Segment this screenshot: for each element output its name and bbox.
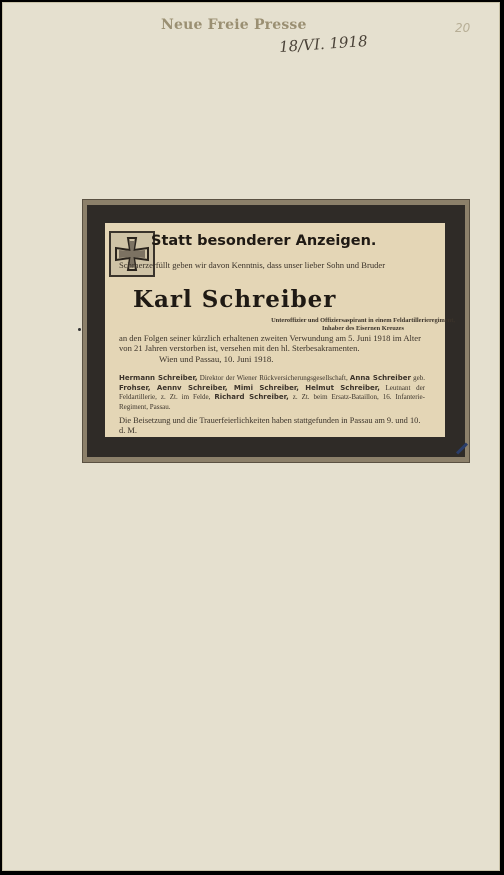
family-name-richard: Richard Schreiber, (214, 393, 289, 402)
handwritten-date: 18/VI. 1918 (278, 31, 369, 57)
family-name-frohser: Frohser, (119, 383, 151, 392)
family-list (119, 374, 425, 412)
death-statement: an den Folgen seiner kürzlich erhaltenen zweiten Verwundung am 5. Juni 1918 im Alter von 21 Jahren verstorben ist, versehen mit den hl. Sterbesakramenten. (119, 333, 421, 354)
rank-line-1: Unteroffizier und Offiziersaspirant in einem Feldartillerieregiment, (271, 317, 455, 324)
family-name-aenny: Aennv Schreiber, (150, 383, 234, 392)
place-and-date: Wien und Passau, 10. Juni 1918. (159, 354, 274, 364)
family-text-1: Direktor der Wiener Rückversicherungsgesellschaft, (197, 374, 350, 382)
notice-headline: Statt besonderer Anzeigen. (151, 233, 377, 249)
newspaper-stamp: Neue Freie Presse (161, 17, 307, 33)
ink-dot (78, 328, 81, 331)
notice-intro: Schmerzerfüllt geben wir davon Kenntnis, dass unser lieber Sohn und Bruder (119, 260, 386, 270)
family-name-hermann: Hermann Schreiber, (119, 374, 198, 382)
deceased-name: Karl Schreiber (133, 286, 337, 313)
family-name-mimi: Mimi Schreiber, (233, 383, 306, 392)
handwritten-page-number: 20 (455, 21, 471, 35)
family-name-anna: Anna Schreiber (349, 374, 411, 382)
family-text-3: Leutnant der Feldartillerie, z. Zt. im Felde, (119, 383, 426, 402)
newspaper-clipping (82, 199, 470, 463)
burial-statement: Die Beisetzung und die Trauerfeierlichkeiten haben stattgefunden in Passau am 9. und 10. d. M. (119, 416, 421, 435)
deceased-rank (253, 317, 473, 333)
family-text-4: z. Zt. beim Ersatz-Bataillon, 16. Infanterie-Regiment, Passau. (119, 393, 425, 411)
archive-sheet (2, 2, 500, 871)
family-text-2: geb. (410, 374, 425, 382)
family-name-helmut: Helmut Schreiber, (305, 383, 380, 392)
rank-line-2: Inhaber des Eisernen Kreuzes (322, 325, 404, 332)
